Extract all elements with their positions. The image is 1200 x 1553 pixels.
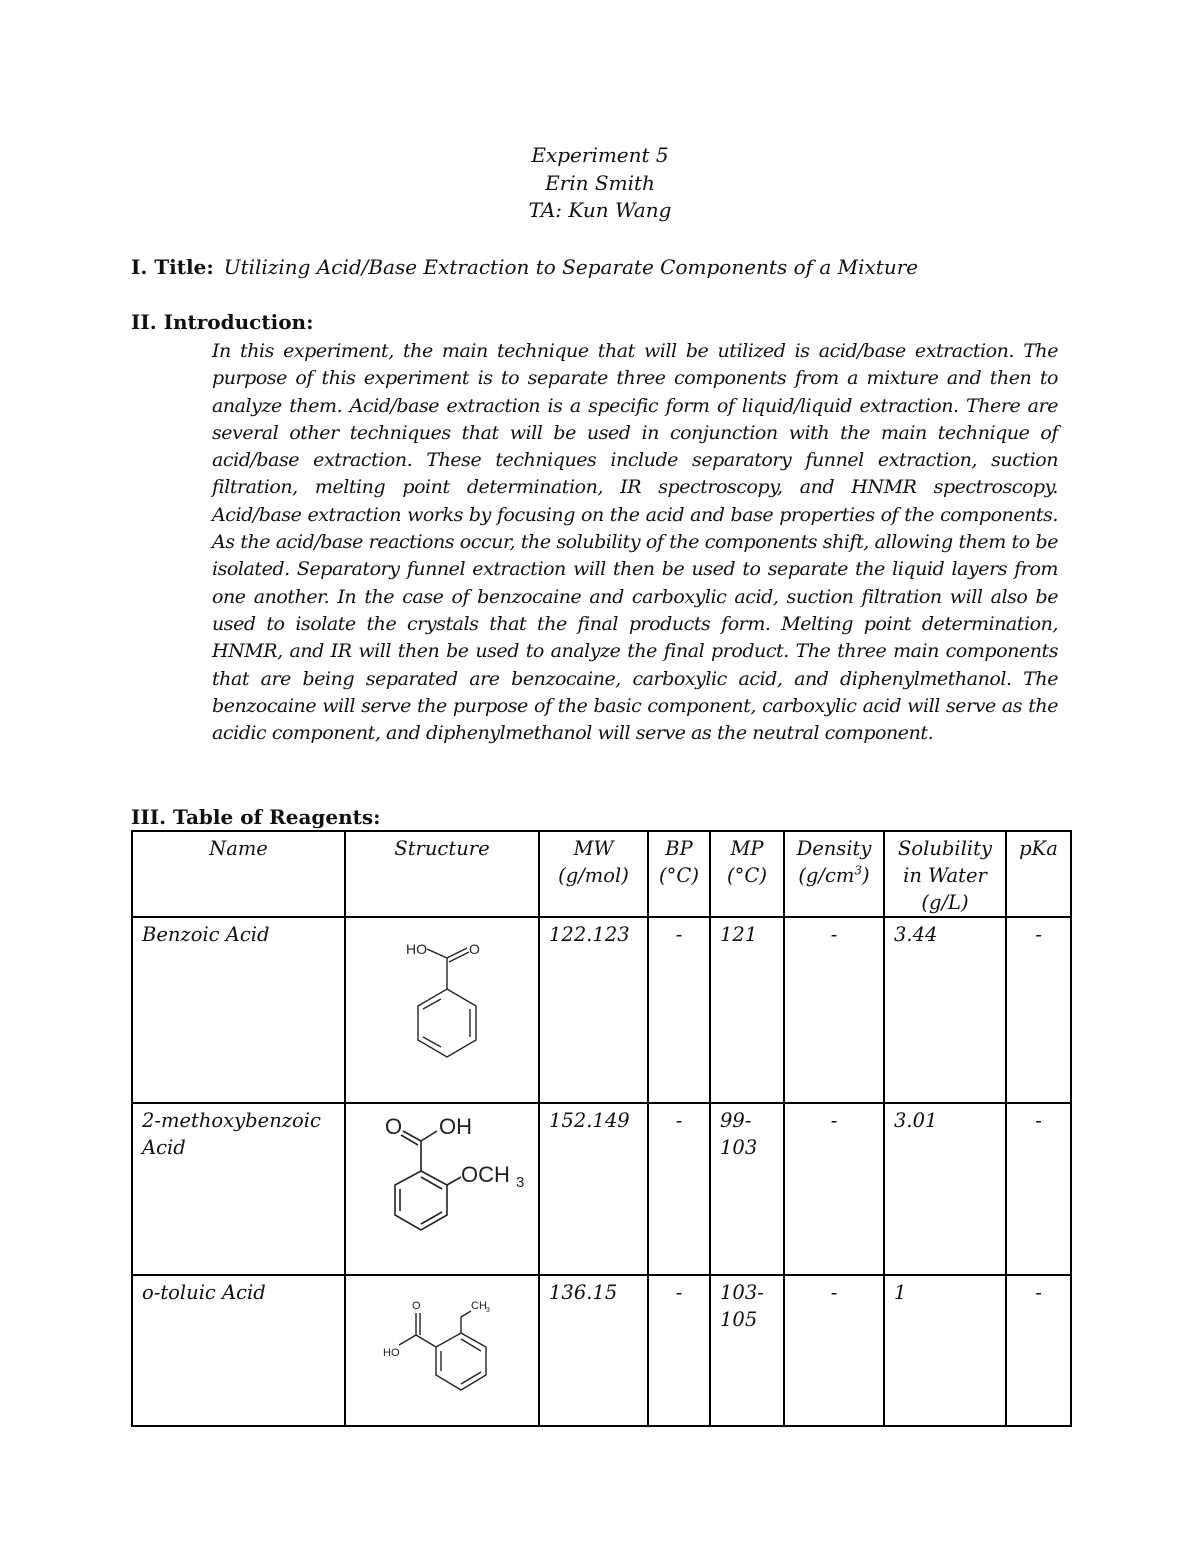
table-row (132, 1275, 1071, 1426)
structure-label: OCH (461, 1162, 510, 1187)
header-density (784, 831, 884, 917)
structure-label: HO (383, 1347, 400, 1359)
cell-density: - (784, 917, 884, 1103)
table-header-row (132, 831, 1071, 917)
title-text: Utilizing Acid/Base Extraction to Separate Components of a Mixture (223, 255, 919, 279)
header-mp: MP (°C) (710, 831, 784, 917)
header-density-text: Density (g/cm (796, 837, 872, 887)
title-label: I. Title: (131, 255, 214, 279)
header-structure: Structure (345, 831, 539, 917)
cell-bp: - (648, 917, 710, 1103)
intro-heading (131, 310, 313, 334)
header-bp: BP (°C) (648, 831, 710, 917)
cell-structure (345, 917, 539, 1103)
cell-name: o-toluic Acid (132, 1275, 345, 1426)
structure-label: HO (406, 941, 427, 957)
cell-solubility: 1 (884, 1275, 1006, 1426)
header-mw: MW (g/mol) (539, 831, 648, 917)
cell-structure (345, 1103, 539, 1275)
cell-density: - (784, 1275, 884, 1426)
cell-mp: 99-103 (710, 1103, 784, 1275)
cell-pka: - (1006, 1275, 1071, 1426)
structure-label: O (385, 1114, 403, 1139)
cell-bp: - (648, 1103, 710, 1275)
cell-mw: 152.149 (539, 1103, 648, 1275)
table-heading (131, 805, 381, 829)
intro-paragraph: In this experiment, the main technique that will be utilized is acid/base extraction. The purpose of this experiment is to separate three components from a mixture and then to analyze them. Acid/base extraction is a specific form of liquid/liquid extraction. There are several other techniques that will be used in conjunction with the main technique of acid/base extraction. These techniques include separatory funnel extraction, suction filtration, melting point determination, IR spectroscopy, and HNMR spectroscopy. Acid/base extraction works by focusing on the acid and base properties of the components. As the acid/base reactions occur, the solubility of the components shift, allowing them to be isolated. Separatory funnel extraction will then be used to separate the liquid layers from one another. In the case of benzocaine and carboxylic acid, suction filtration will also be used to isolate the crystals that the final products form. Melting point determination, HNMR, and IR will then be used to analyze the final product. The three main components that are being separated are benzocaine, carboxylic acid, and diphenylmethanol. The benzocaine will serve the purpose of the basic component, carboxylic acid will serve as the acidic component, and diphenylmethanol will serve as the neutral component. (212, 340, 1058, 745)
cell-pka: - (1006, 917, 1071, 1103)
cell-mp: 121 (710, 917, 784, 1103)
cell-mp: 103-105 (710, 1275, 784, 1426)
intro-label: II. Introduction: (131, 310, 314, 334)
header-solubility: Solubility in Water (g/L) (884, 831, 1006, 917)
benzoic-acid-structure-image (355, 921, 539, 1102)
structure-label: O (412, 1300, 421, 1312)
ta-name: TA: Kun Wang (528, 198, 672, 222)
structure-label: O (469, 941, 480, 957)
structure-label: 3 (486, 1307, 490, 1314)
cell-density: - (784, 1103, 884, 1275)
table-row (132, 917, 1071, 1103)
table-label: III. Table of Reagents: (131, 805, 381, 829)
cell-bp: - (648, 1275, 710, 1426)
cell-solubility: 3.44 (884, 917, 1006, 1103)
header-pka: pKa (1006, 831, 1071, 917)
header-density-end: ) (862, 864, 870, 887)
title-section (131, 255, 918, 279)
structure-label: CH (471, 1300, 487, 1312)
cell-name: Benzoic Acid (132, 917, 345, 1103)
cell-name: 2-methoxybenzoic Acid (132, 1103, 345, 1275)
toluic-acid-structure-image (355, 1279, 539, 1425)
methoxybenzoic-acid-structure-image (355, 1107, 539, 1274)
table-row (132, 1103, 1071, 1275)
cell-mw: 122.123 (539, 917, 648, 1103)
cell-mw: 136.15 (539, 1275, 648, 1426)
header-name: Name (132, 831, 345, 917)
structure-label: OH (439, 1114, 472, 1139)
cell-structure (345, 1275, 539, 1426)
cell-pka: - (1006, 1103, 1071, 1275)
structure-label: 3 (516, 1174, 525, 1191)
header-density-sup: 3 (854, 863, 863, 878)
author-name: Erin Smith (545, 170, 655, 195)
experiment-label: Experiment 5 (531, 143, 669, 167)
cell-solubility: 3.01 (884, 1103, 1006, 1275)
document-header (0, 142, 1200, 225)
reagents-table (131, 830, 1072, 1427)
